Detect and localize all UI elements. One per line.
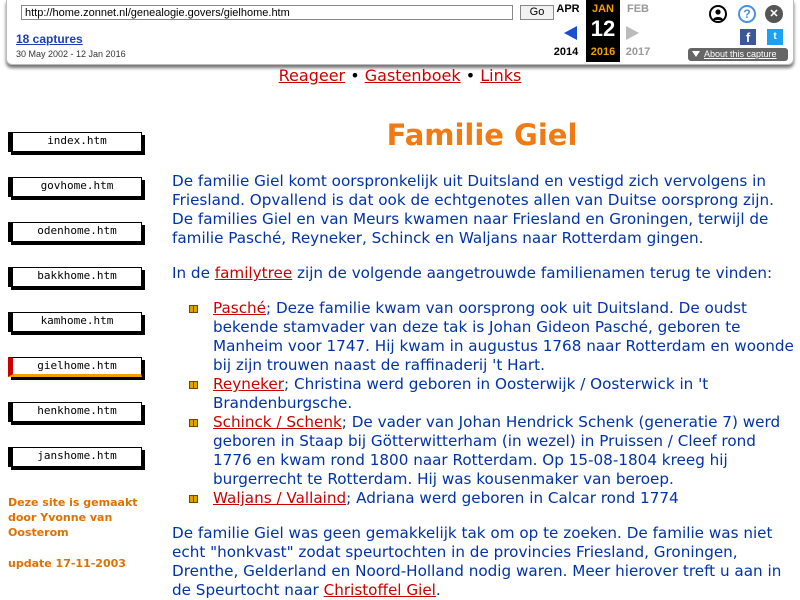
wayback-prev-arrow-icon[interactable]: [564, 26, 577, 40]
wayback-next-arrow-icon: [626, 26, 639, 40]
site-author-note: Deze site is gemaakt door Yvonne van Oosterom: [8, 496, 138, 539]
family-link-pasche[interactable]: Pasché: [213, 299, 267, 317]
wayback-captures-link[interactable]: 18 captures: [16, 32, 83, 46]
nav-button-index[interactable]: index.htm: [8, 132, 142, 152]
family-link-reyneker[interactable]: Reyneker: [213, 375, 285, 393]
nav-button-govhome[interactable]: govhome.htm: [8, 177, 142, 197]
wayback-next-year: 2017: [625, 46, 651, 58]
closing-post: .: [435, 581, 441, 599]
list-item: [213, 413, 798, 489]
list-item: [213, 489, 798, 508]
about-capture-button[interactable]: [688, 48, 788, 61]
nav-button-gielhome[interactable]: gielhome.htm: [8, 357, 142, 377]
christoffel-giel-link[interactable]: Christoffel Giel: [323, 581, 436, 599]
reageer-link[interactable]: Reageer: [278, 66, 346, 85]
wayback-go-button[interactable]: Go: [520, 5, 554, 20]
wayback-next-month: FEB: [627, 3, 649, 15]
page-title: Familie Giel: [386, 118, 578, 152]
names-pre: In de: [172, 264, 215, 282]
family-desc: ; Adriana werd geboren in Calcar rond 1774: [346, 489, 679, 507]
user-account-icon[interactable]: [709, 5, 727, 23]
close-icon[interactable]: ✕: [765, 5, 783, 23]
site-update-date: update 17-11-2003: [8, 557, 126, 570]
list-item: [213, 375, 798, 413]
nav-button-henkhome[interactable]: henkhome.htm: [8, 402, 142, 422]
names-post: zijn de volgende aangetrouwde familienamen terug te vinden:: [292, 264, 773, 282]
nav-button-bakkhome[interactable]: bakkhome.htm: [8, 267, 142, 287]
bullet-icon: [189, 419, 198, 427]
list-item: [213, 299, 798, 375]
familytree-link[interactable]: familytree: [214, 264, 293, 282]
closing-pre: De familie Giel was geen gemakkelijk tak om op te zoeken. De familie was niet echt "honkvast" zodat speurtochten in de provincies Friesland, Groningen, Drenthe, Gelderland en Noord-Holland nodig waren. Meer hierover treft u aan in de Speurtocht naar: [172, 524, 782, 599]
user-silhouette-icon: [711, 7, 725, 21]
nav-button-odenhome[interactable]: odenhome.htm: [8, 222, 142, 242]
wayback-prev-year[interactable]: 2014: [553, 46, 579, 58]
chevron-down-icon: [692, 51, 700, 57]
wayback-url-input[interactable]: [21, 5, 513, 20]
family-desc: ; De vader van Johan Hendrick Schenk (generatie 7) werd geboren in Staap bij Götterwitterham (in wezel) in Pruissen / Cleef rond 1776 en kwam rond 1800 naar Rotterdam. Op 15-08-1804 kreeg hij burgerrecht te Rotterdam. Hij was kousenmaker van beroep.: [213, 413, 781, 488]
facebook-icon[interactable]: f: [740, 29, 756, 45]
wayback-capture-range: 30 May 2002 - 12 Jan 2016: [16, 49, 126, 59]
twitter-icon[interactable]: t: [767, 29, 783, 45]
top-nav: [0, 66, 800, 85]
family-desc: ; Christina werd geboren in Oosterwijk / Oosterwick in 't Brandenburgsche.: [213, 375, 709, 412]
family-link-waljans[interactable]: Waljans / Vallaind: [213, 489, 347, 507]
links-link[interactable]: Links: [480, 66, 522, 85]
nav-separator: •: [350, 66, 360, 85]
gastenboek-link[interactable]: Gastenboek: [364, 66, 461, 85]
wayback-current-month: JAN: [591, 3, 614, 15]
wayback-prev-month[interactable]: APR: [556, 3, 580, 15]
nav-button-kamhome[interactable]: kamhome.htm: [8, 312, 142, 332]
family-desc: ; Deze familie kwam van oorsprong ook uit Duitsland. De oudst bekende stamvader van deze tak is Johan Gideon Pasché, geboren te Manheim voor 1747. Hij kwam in augustus 1768 naar Rotterdam en woonde bij zijn trouwen naast de raffinaderij 't Hart.: [213, 299, 794, 374]
family-link-schinck[interactable]: Schinck / Schenk: [213, 413, 342, 431]
closing-paragraph: [172, 524, 794, 600]
bullet-icon: [189, 305, 198, 313]
help-icon[interactable]: ?: [738, 5, 756, 23]
wayback-current-day: 12: [590, 16, 616, 41]
about-capture-label: About this capture: [704, 49, 777, 59]
nav-separator: •: [465, 66, 476, 85]
wayback-toolbar: [6, 0, 794, 65]
wayback-current-year: 2016: [590, 46, 616, 58]
intro-paragraph: De familie Giel komt oorspronkelijk uit Duitsland en vestigd zich vervolgens in Friesland. Opvallend is dat ook de echtgenotes allen van Duitse oorsprong zijn. De families Giel en van Meurs kwamen naar Friesland en Groningen, terwijl de familie Pasché, Reyneker, Schinck en Waljans naar Rotterdam gingen.: [172, 172, 774, 247]
nav-button-janshome[interactable]: janshome.htm: [8, 447, 142, 467]
bullet-icon: [189, 495, 198, 503]
names-paragraph: [172, 264, 794, 283]
bullet-icon: [189, 381, 198, 389]
